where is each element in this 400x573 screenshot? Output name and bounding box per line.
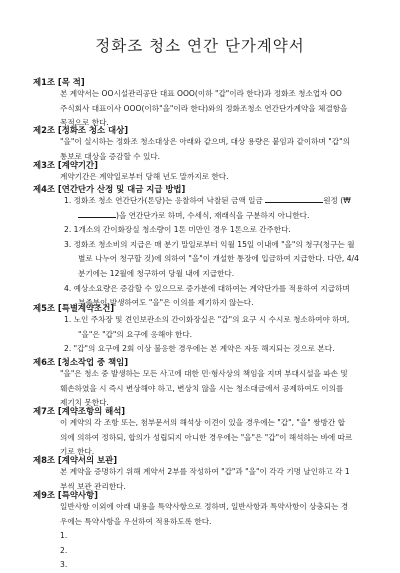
article-text: 훼손하였을 시 즉시 변상해야 하고, 변상치 않을 시는 청소대금에서 공제하여도 이의를 bbox=[60, 383, 344, 393]
article-text: 제기치 못한다. bbox=[60, 398, 109, 408]
article-4 bbox=[33, 184, 373, 311]
article-6 bbox=[33, 357, 373, 411]
document-title: 정화조 청소 연간 단가계약서 bbox=[95, 37, 305, 55]
article-heading: 제4조 [연간단가 산정 및 대금 지급 방법] bbox=[33, 184, 186, 194]
article-item: 1. 노인 주차장 및 견인보관소의 간이화장실은 "갑"의 요구 시 수시로 청소하여야 하며, bbox=[64, 315, 350, 324]
article-heading: 제6조 [청소작업 중 책임] bbox=[33, 357, 129, 367]
article-item-cont: 부족분이 발생하여도 "을"은 이의를 제기하지 않는다. bbox=[78, 298, 254, 308]
article-text: "을"은 청소 중 발생하는 모든 사고에 대한 민·형사상의 책임을 지며 부대시설을 파손 및 bbox=[60, 369, 348, 378]
article-1 bbox=[33, 77, 373, 131]
article-item: 4. 예상소요량은 증감할 수 있으므로 증가분에 대하여는 계약단가를 적용하여 지급하며 bbox=[64, 283, 350, 293]
special-item: 2. bbox=[60, 545, 68, 555]
item-text: 원정 (₩ bbox=[323, 196, 351, 205]
item-text: )을 연간단가로 하며, 수세식, 재래식을 구분하지 아니한다. bbox=[116, 210, 310, 220]
article-item: 2. 1개소의 간이화장실 청소량이 1톤 미만인 경우 1톤으로 간주한다. bbox=[64, 225, 291, 235]
item-text: 1. 정화조 청소 연간단가(톤당)는 응찰하여 낙찰된 금액 일금 bbox=[64, 196, 263, 205]
article-text: 이 계약의 각 조항 또는, 첨부문서의 해석상 이견이 있을 경우에는 "갑", "을" 쌍방간 합 bbox=[60, 418, 345, 427]
article-heading: 제7조 [계약조항의 해석] bbox=[33, 406, 126, 416]
article-item-cont bbox=[33, 209, 373, 224]
article-8 bbox=[33, 455, 373, 494]
article-heading: 제1조 [목 적] bbox=[33, 77, 85, 87]
article-text: 목적으로 한다. bbox=[60, 118, 109, 128]
article-9 bbox=[33, 490, 373, 573]
amount-blank bbox=[78, 210, 116, 218]
article-text: 주식회사 대표이사 OOO(이하"을"이라 한다)와의 정화조청소 연간단가계약을 체결함을 bbox=[60, 103, 348, 113]
article-item-cont: "을"은 "갑"의 요구에 응해야 한다. bbox=[78, 329, 193, 339]
article-text: 기로 한다. bbox=[60, 447, 95, 457]
article-5 bbox=[33, 303, 373, 357]
article-heading: 제2조 [정화조 청소 대상] bbox=[33, 125, 129, 135]
article-item-cont: 분기에는 12월에 청구하여 당월 내에 지급한다. bbox=[78, 268, 235, 278]
article-item-cont: 별로 나누어 청구할 것)에 의하여 "을"이 개설한 통장에 입금하여 지급한다. 다만, 4/4 bbox=[78, 254, 359, 264]
amount-blank bbox=[265, 195, 323, 203]
article-text: 우에는 특약사항을 우선하여 적용하도록 한다. bbox=[60, 516, 212, 526]
article-2 bbox=[33, 125, 373, 164]
article-heading: 제8조 [계약서의 보관] bbox=[33, 455, 118, 465]
article-heading: 제5조 [특별계약조건] bbox=[33, 303, 115, 313]
special-item: 1. bbox=[60, 531, 68, 541]
article-heading: 제9조 [특약사항] bbox=[33, 490, 98, 500]
article-text: "을"이 실시하는 정화조 청소대상은 아래와 같으며, 대상 용량은 붙임과 같이하며 "갑"의 bbox=[60, 137, 350, 146]
article-item: 2. "갑"의 요구에 2회 이상 불응한 경우에는 본 계약은 자동 해지되는 것으로 본다. bbox=[64, 344, 335, 354]
article-text: 의에 의하여 정하되, 합의가 성립되지 아니한 경우에는 "을"은 "갑"이 해석하는 바에 따르 bbox=[60, 432, 353, 442]
article-text: 일반사항 이외에 아래 내용을 특약사항으로 정하며, 일반사항과 특약사항이 상충되는 경 bbox=[60, 502, 349, 511]
article-text: 본 계약을 증명하기 위해 계약서 2부를 작성하여 "갑"과 "을"이 각각 기명 날인하고 각 1 bbox=[60, 467, 350, 476]
special-item: 3. bbox=[60, 560, 68, 570]
article-text: 통보로 대상을 증감할 수 있다. bbox=[60, 151, 161, 161]
article-7 bbox=[33, 406, 373, 460]
article-item: 3. 정화조 청소비의 지급은 매 분기 말일로부터 익월 15일 이내에 "을"의 청구(청구는 월 bbox=[64, 239, 355, 249]
article-3 bbox=[33, 160, 373, 185]
article-text: 계약기간은 계약일로부터 당해 년도 말까지로 한다. bbox=[60, 172, 229, 181]
article-text: 부씩 보관 관리한다. bbox=[60, 481, 126, 491]
article-heading: 제3조 [계약기간] bbox=[33, 160, 98, 170]
article-text: 본 계약서는 OO시설관리공단 대표 OOO(이하 "갑"이라 한다)과 정화조 청소업자 OO bbox=[60, 89, 342, 98]
article-item bbox=[33, 194, 373, 209]
